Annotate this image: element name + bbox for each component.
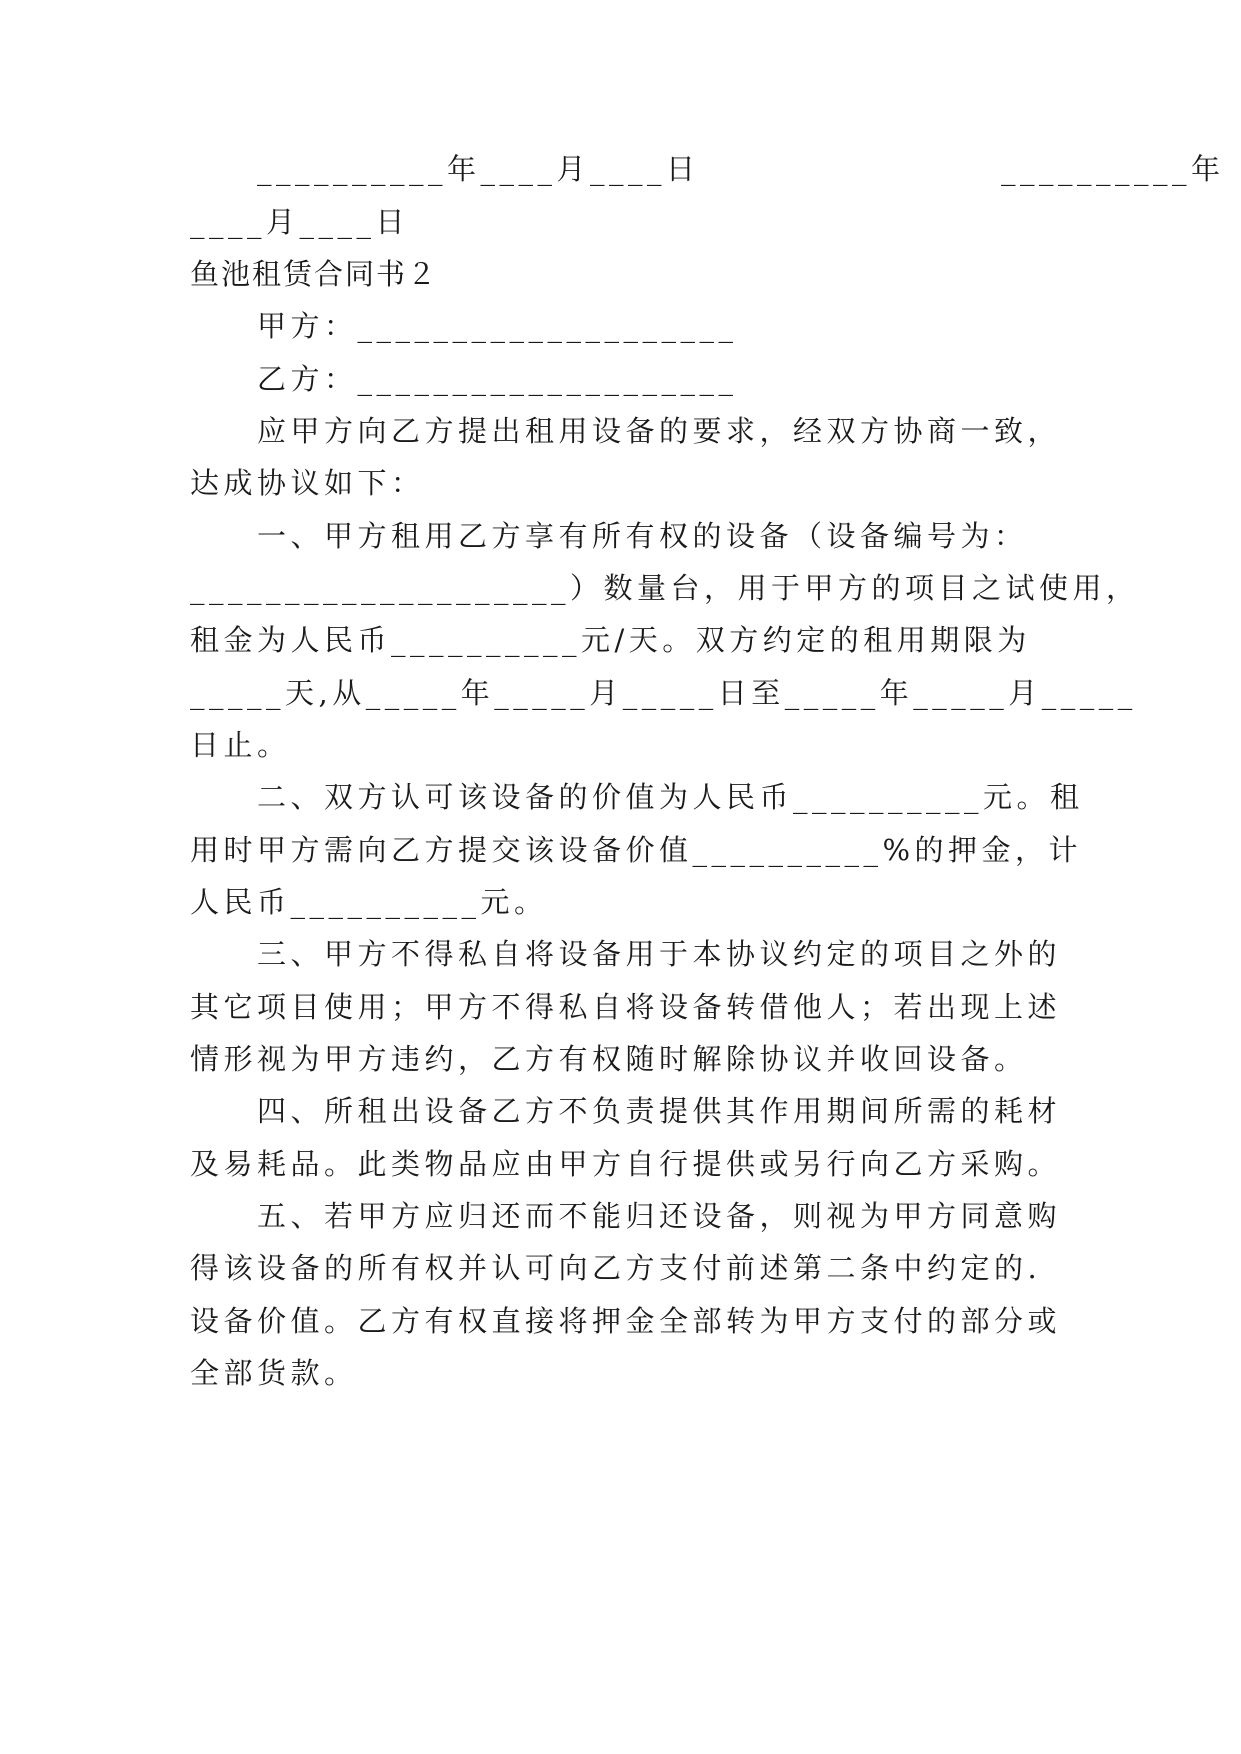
clause-4-line: 及易耗品。此类物品应由甲方自行提供或另行向乙方采购。 [190, 1147, 1062, 1181]
signature-date-line-continued: ____月____日 [190, 205, 410, 239]
clause-2-line: 用时甲方需向乙方提交该设备价值__________%的押金，计 [190, 833, 1083, 867]
clause-1-line: 日止。 [190, 728, 291, 762]
clause-4-line: 四、所租出设备乙方不负责提供其作用期间所需的耗材 [190, 1094, 1062, 1128]
clause-2-line: 二、双方认可该设备的价值为人民币__________元。租 [190, 780, 1084, 814]
clause-1-line: 一、甲方租用乙方享有所有权的设备（设备编号为： [190, 519, 1028, 553]
clause-3-line: 三、甲方不得私自将设备用于本协议约定的项目之外的 [190, 937, 1062, 971]
party-a-line: 甲方：____________________ [190, 309, 738, 343]
clause-1-line: 租金为人民币__________元/天。双方约定的租用期限为 [190, 623, 1031, 657]
clause-3-line: 情形视为甲方违约，乙方有权随时解除协议并收回设备。 [190, 1042, 1028, 1076]
clause-2-line: 人民币__________元。 [190, 885, 548, 919]
paragraph-line: 应甲方向乙方提出租用设备的要求，经双方协商一致， [190, 414, 1062, 448]
paragraph-line: 达成协议如下： [190, 466, 425, 500]
clause-5-line: 设备价值。乙方有权直接将押金全部转为甲方支付的部分或 [190, 1304, 1062, 1338]
clause-3-line: 其它项目使用；甲方不得私自将设备转借他人；若出现上述 [190, 990, 1062, 1024]
clause-1-line: _____天,从_____年_____月_____日至_____年_____月_____ [190, 676, 1137, 710]
signature-date-line: __________年____月____日 __________年 [190, 152, 1225, 186]
clause-5-line: 五、若甲方应归还而不能归还设备，则视为甲方同意购 [190, 1199, 1062, 1233]
contract-title: 鱼池租赁合同书２ [190, 257, 439, 291]
clause-5-line: 全部货款。 [190, 1356, 358, 1390]
clause-1-line: ____________________）数量台，用于甲方的项目之试使用， [190, 571, 1140, 605]
party-b-line: 乙方：____________________ [190, 362, 738, 396]
clause-5-line: 得该设备的所有权并认可向乙方支付前述第二条中约定的. [190, 1251, 1042, 1285]
